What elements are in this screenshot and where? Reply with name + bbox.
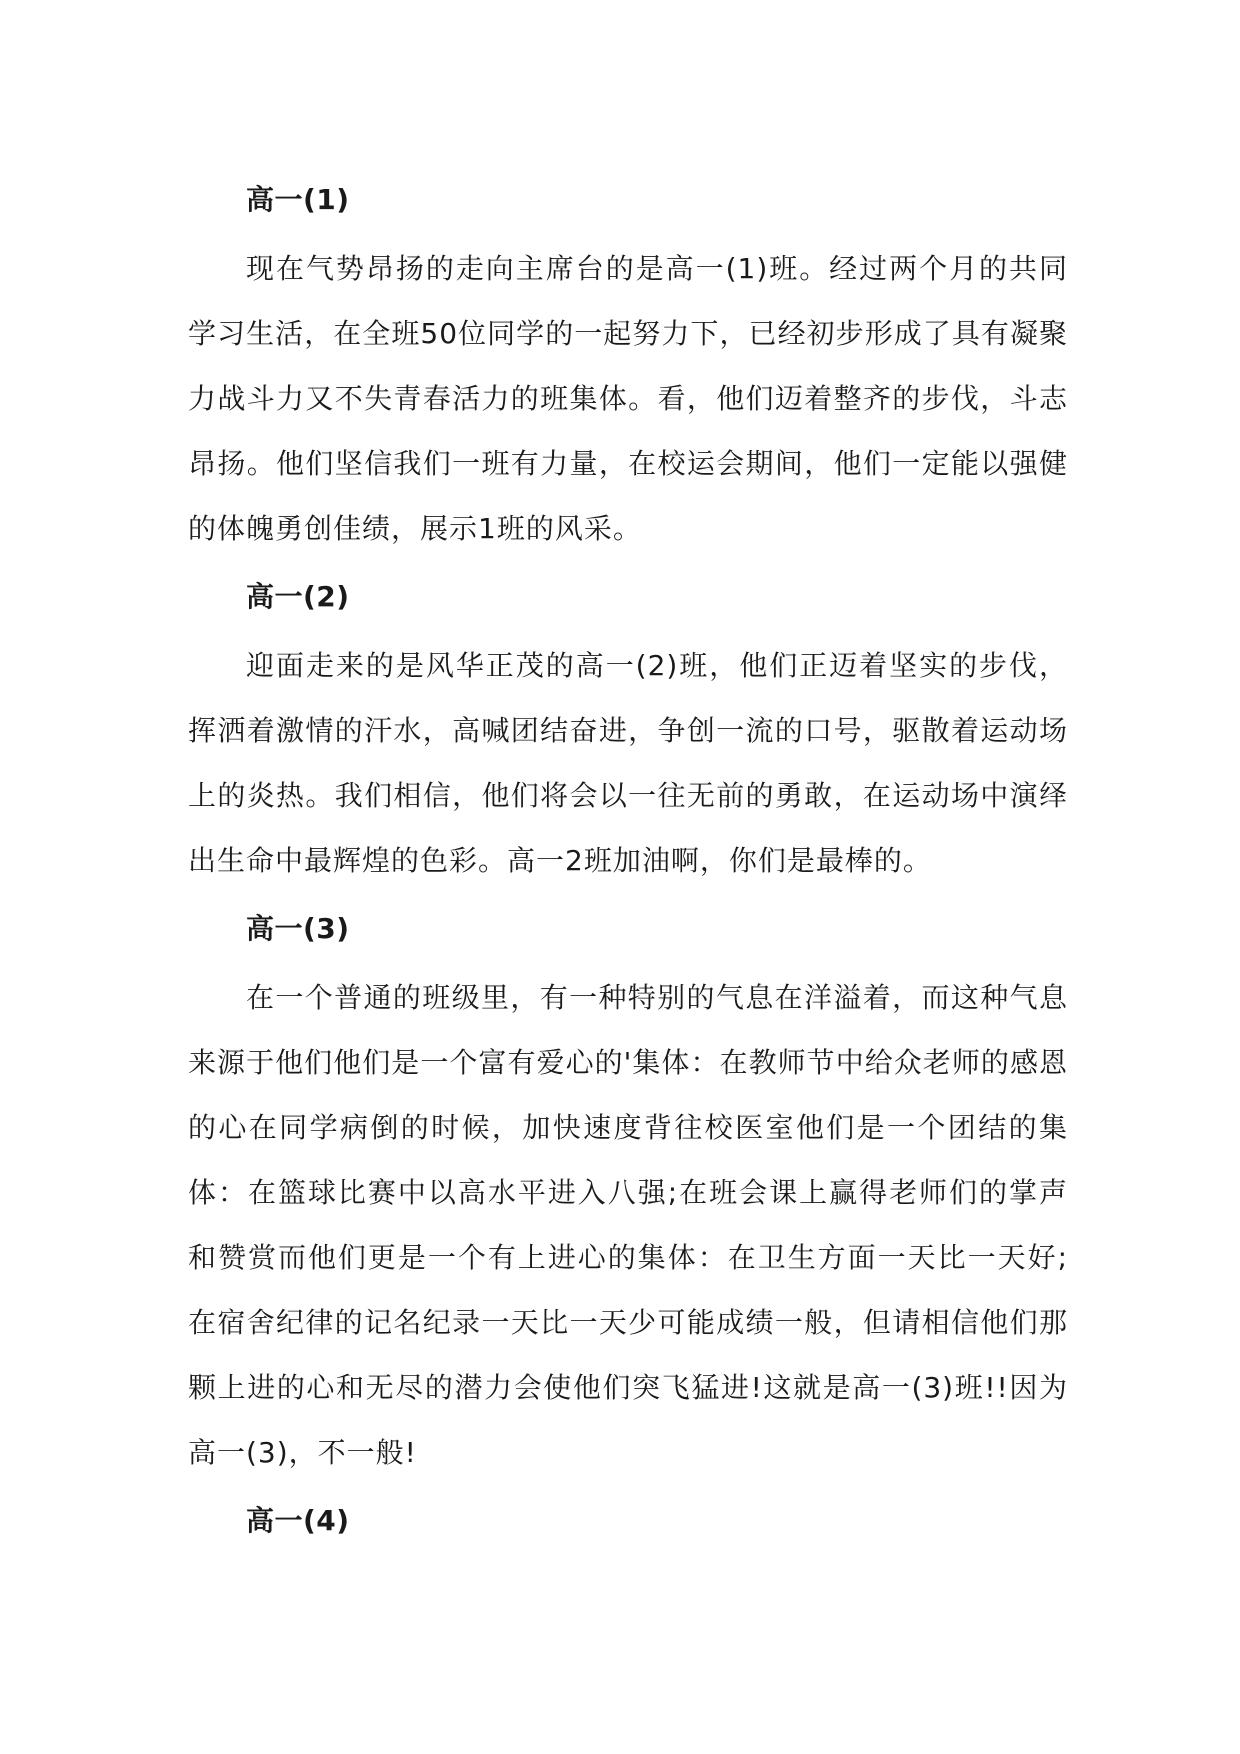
section-heading: 高一(2)	[246, 580, 350, 613]
section-heading: 高一(3)	[246, 912, 350, 945]
section-paragraph: 迎面走来的是风华正茂的高一(2)班，他们正迈着坚实的步伐，挥洒着激情的汗水，高喊团结奋进，争创一流的口号，驱散着运动场上的炎热。我们相信，他们将会以一往无前的勇敢，在运动场中演绎出生命中最辉煌的色彩。高一2班加油啊，你们是最棒的。	[188, 649, 1068, 877]
document-page	[188, 172, 1068, 1557]
section-heading: 高一(1)	[246, 183, 350, 216]
section-paragraph: 在一个普通的班级里，有一种特别的气息在洋溢着，而这种气息来源于他们他们是一个富有爱心的'集体：在教师节中给众老师的感恩的心在同学病倒的时候，加快速度背往校医室他们是一个团结的集体：在篮球比赛中以高水平进入八强;在班会课上赢得老师们的掌声和赞赏而他们更是一个有上进心的集体：在卫生方面一天比一天好;在宿舍纪律的记名纪录一天比一天少可能成绩一般，但请相信他们那颗上进的心和无尽的潜力会使他们突飞猛进!这就是高一(3)班!!因为高一(3)，不一般!	[188, 981, 1068, 1469]
section-class-3	[188, 901, 1068, 1485]
section-class-4	[188, 1493, 1068, 1549]
section-heading: 高一(4)	[246, 1504, 350, 1537]
section-class-1	[188, 172, 1068, 561]
section-paragraph: 现在气势昂扬的走向主席台的是高一(1)班。经过两个月的共同学习生活，在全班50位同学的一起努力下，已经初步形成了具有凝聚力战斗力又不失青春活力的班集体。看，他们迈着整齐的步伐，斗志昂扬。他们坚信我们一班有力量，在校运会期间，他们一定能以强健的体魄勇创佳绩，展示1班的风采。	[188, 252, 1068, 545]
section-class-2	[188, 569, 1068, 893]
